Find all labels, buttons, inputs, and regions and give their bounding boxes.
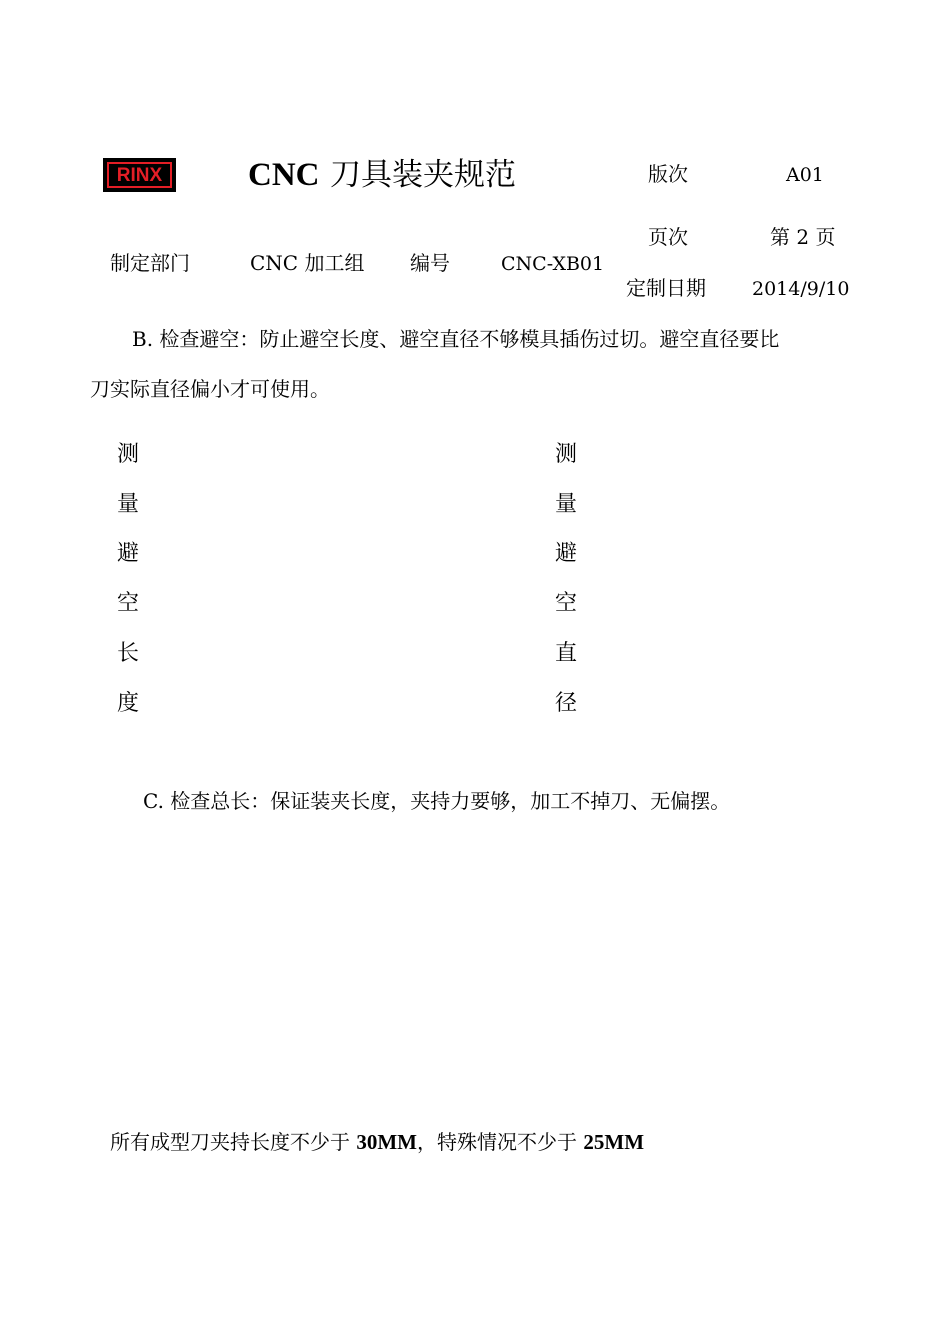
footer-note-part1: 所有成型刀夹持长度不少于 (110, 1130, 357, 1154)
title-en: CNC (248, 157, 320, 193)
footer-note-25mm: 25MM (583, 1130, 645, 1154)
measure-right-char: 径 (555, 691, 578, 716)
measure-left-char: 量 (117, 492, 140, 517)
measure-left-char: 度 (117, 691, 140, 716)
title-zh: 刀具装夹规范 (330, 157, 516, 193)
measure-left-char: 测 (117, 442, 140, 467)
section-b-line2: 刀实际直径偏小才可使用。 (90, 377, 330, 401)
dept-value: CNC 加工组 (250, 251, 365, 275)
measure-right-char: 空 (555, 591, 578, 616)
code-label: 编号 (410, 251, 450, 275)
page-label: 页次 (648, 225, 688, 249)
version-label: 版次 (648, 162, 688, 186)
dept-label: 制定部门 (110, 251, 190, 275)
measure-left-char: 长 (117, 641, 140, 666)
measure-right-char: 直 (555, 641, 578, 666)
date-label: 定制日期 (626, 276, 706, 300)
company-logo (103, 158, 176, 192)
page-value: 第 2 页 (770, 225, 836, 249)
measure-right-char: 避 (555, 541, 578, 566)
footer-note-30mm: 30MM (356, 1130, 418, 1154)
code-value: CNC-XB01 (501, 253, 605, 275)
section-c-text: C. 检查总长：保证装夹长度，夹持力要够，加工不掉刀、无偏摆。 (143, 789, 731, 813)
section-b-line1: B. 检查避空：防止避空长度、避空直径不够模具插伤过切。避空直径要比 (132, 327, 780, 351)
document-title (248, 152, 516, 197)
date-value: 2014/9/10 (752, 278, 850, 300)
version-value: A01 (786, 164, 824, 186)
footer-note (110, 1129, 644, 1155)
measure-right-char: 测 (555, 442, 578, 467)
measure-left-char: 避 (117, 541, 140, 566)
logo-text: RINX (107, 162, 172, 188)
measure-left-char: 空 (117, 591, 140, 616)
footer-note-part3: ，特殊情况不少于 (417, 1130, 584, 1154)
measure-right-char: 量 (555, 492, 578, 517)
